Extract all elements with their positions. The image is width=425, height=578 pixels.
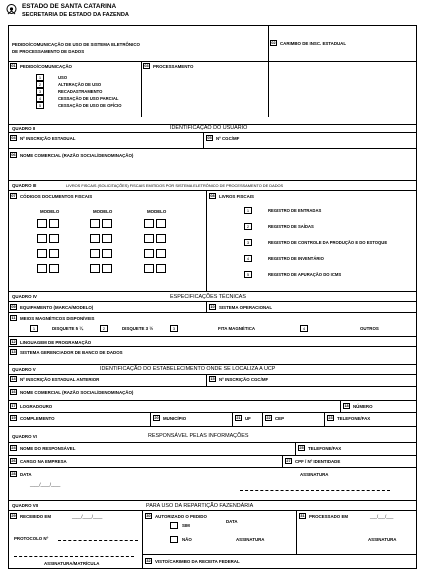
code-cell[interactable]	[90, 219, 100, 228]
field-26-label: CARGO NA EMPRESA	[20, 459, 67, 464]
q4-title: ESPECIFICAÇÕES TÉCNICAS	[170, 294, 246, 300]
code-cell[interactable]	[37, 219, 47, 228]
code-cell[interactable]	[102, 249, 112, 258]
q6-title: RESPONSÁVEL PELAS INFORMAÇÕES	[148, 433, 249, 439]
code-cell[interactable]	[156, 264, 166, 273]
option-4-box[interactable]: 4	[36, 95, 44, 102]
field-16-label: NOME COMERCIAL (RAZÃO SOCIAL/DENOMINAÇÃO)	[20, 390, 134, 395]
field-03-label: PROCESSAMENTO	[153, 64, 194, 69]
field-18-label: NÚMERO	[353, 404, 373, 409]
field-24-label: NOME DO RESPONSÁVEL	[20, 446, 76, 451]
book-2-box[interactable]: 2	[244, 223, 252, 230]
field-32-label: VISTO/CARIMBO DA RECEITA FEDERAL	[155, 559, 240, 564]
option-3-box[interactable]: 3	[36, 88, 44, 95]
option-2-label: ALTERAÇÃO DE USO	[58, 82, 102, 87]
code-cell[interactable]	[37, 234, 47, 243]
media-1-box[interactable]: 1	[30, 325, 38, 332]
field-23-label: TELEFONE/FAX	[337, 416, 371, 421]
coat-of-arms-icon	[6, 3, 17, 16]
q5-label: QUADRO V	[12, 367, 36, 372]
field-06-label: NOME COMERCIAL (RAZÃO SOCIAL/DENOMINAÇÃO)	[20, 153, 134, 158]
header-secretariat: SECRETARIA DE ESTADO DA FAZENDA	[22, 12, 129, 18]
code-cell[interactable]	[144, 234, 154, 243]
code-cell[interactable]	[90, 264, 100, 273]
processed-signature-label: ASSINATURA	[368, 537, 397, 542]
date-mask[interactable]: ____/____/____	[30, 482, 61, 487]
field-02-label: CARIMBO DE INSC. ESTADUAL	[280, 41, 347, 46]
field-12-label: LINGUAGEM DE PROGRAMAÇÃO	[20, 340, 92, 345]
code-cell[interactable]	[156, 234, 166, 243]
field-04-label: Nº INSCRIÇÃO ESTADUAL	[20, 136, 76, 141]
field-17-label: LOGRADOURO	[20, 404, 53, 409]
q4-label: QUADRO IV	[12, 294, 37, 299]
state-coat-of-arms	[6, 3, 17, 16]
book-1-box[interactable]: 1	[244, 207, 252, 214]
field-14-label: Nº INSCRIÇÃO ESTADUAL ANTERIOR	[20, 377, 100, 382]
field-13-label: SISTEMA GERENCIADOR DE BANCO DE DADOS	[20, 350, 123, 355]
field-22-label: CEP	[275, 416, 285, 421]
authorized-yes-label: SIM	[182, 523, 190, 528]
field-25-label: TELEFONE/FAX	[308, 446, 342, 451]
media-3-box[interactable]: 3	[170, 325, 178, 332]
field-19-label: COMPLEMENTO	[20, 416, 55, 421]
field-31-label: PROCESSADO EM	[309, 514, 349, 519]
book-2-label: REGISTRO DE SAÍDAS	[268, 224, 314, 229]
processed-date-mask: ___/___/___	[370, 514, 394, 519]
authorized-yes-box[interactable]	[170, 522, 178, 529]
q7-title: PARA USO DA REPARTIÇÃO FAZENDÁRIA	[146, 503, 254, 509]
option-5-label: CESSAÇÃO DE USO DE OFÍCIO	[58, 103, 122, 108]
code-cell[interactable]	[49, 249, 59, 258]
header-state: ESTADO DE SANTA CATARINA	[22, 3, 117, 10]
matricula-label: ASSINATURA/MATRÍCULA	[44, 561, 100, 566]
field-05-label: Nº CGC/MF	[216, 136, 240, 141]
field-27-label: CPF / Nº IDENTIDADE	[295, 459, 341, 464]
authorized-no-label: NÃO	[182, 537, 192, 542]
book-4-box[interactable]: 4	[244, 255, 252, 262]
option-4-label: CESSAÇÃO DE USO PARCIAL	[58, 96, 119, 101]
code-cell[interactable]	[102, 264, 112, 273]
option-1-label: USO	[58, 75, 68, 80]
book-1-label: REGISTRO DE ENTRADAS	[268, 208, 322, 213]
book-5-box[interactable]: 5	[244, 271, 252, 278]
code-cell[interactable]	[102, 219, 112, 228]
form-title-line-2: DE PROCESSAMENTO DE DADOS	[12, 49, 85, 54]
received-date-mask: ____/____/____	[72, 514, 103, 519]
field-11-label: MEIOS MAGNÉTICOS DISPONÍVEIS	[20, 316, 95, 321]
field-30-label: AUTORIZADO O PEDIDO	[155, 514, 207, 519]
field-02-stamp-area[interactable]	[270, 48, 415, 60]
field-29-label: RECEBIDO EM	[20, 514, 51, 519]
code-cell[interactable]	[49, 234, 59, 243]
q2-title: IDENTIFICAÇÃO DO USUÁRIO	[170, 125, 248, 131]
field-10-label: SISTEMA OPERACIONAL	[219, 305, 273, 310]
field-15-label: Nº INSCRIÇÃO CGC/MF	[219, 377, 269, 382]
field-28-label: DATA	[20, 472, 32, 477]
code-cell[interactable]	[144, 249, 154, 258]
signature-label: ASSINATURA	[300, 472, 329, 477]
q6-label: QUADRO VI	[12, 434, 37, 439]
field-20-label: MUNICÍPIO	[163, 416, 187, 421]
option-3-label: RECADASTRAMENTO	[58, 89, 103, 94]
field-09-label: EQUIPAMENTO (MARCA/MODELO)	[20, 305, 94, 310]
option-1-box[interactable]: 1	[36, 74, 44, 81]
field-08-label: LIVROS FISCAIS	[219, 194, 254, 199]
book-5-label: REGISTRO DE APURAÇÃO DO ICMS	[268, 272, 342, 277]
authorized-no-box[interactable]	[170, 536, 178, 543]
code-cell[interactable]	[37, 249, 47, 258]
q2-label: QUADRO II	[12, 126, 36, 131]
q5-title: IDENTIFICAÇÃO DO ESTABELECIMENTO ONDE SE LOCALIZA A UCP	[100, 366, 276, 372]
book-3-box[interactable]: 3	[244, 239, 252, 246]
field-07-label: CÓDIGOS DOCUMENTOS FISCAIS	[20, 194, 93, 199]
form-title-line-1: PEDIDO/COMUNICAÇÃO DE USO DE SISTEMA ELETRÔNICO	[12, 42, 140, 47]
field-21-label: UF	[245, 416, 251, 421]
q7-label: QUADRO VII	[12, 503, 39, 508]
protocol-label: PROTOCOLO Nº	[14, 536, 49, 541]
code-cell[interactable]	[37, 264, 47, 273]
option-5-box[interactable]: 5	[36, 102, 44, 109]
book-4-label: REGISTRO DE INVENTÁRIO	[268, 256, 324, 261]
book-3-label: REGISTRO DE CONTROLE DA PRODUÇÃO E DO ESTOQUE	[268, 240, 388, 245]
media-1-label: DISQUETE 5 ¼	[52, 326, 83, 331]
authorized-signature-label: ASSINATURA	[236, 537, 265, 542]
authorized-date-label: DATA	[226, 519, 238, 524]
code-cell[interactable]	[144, 219, 154, 228]
code-cell[interactable]	[49, 264, 59, 273]
media-2-label: DISQUETE 3 ½	[122, 326, 153, 331]
code-cell[interactable]	[144, 264, 154, 273]
col-head-1: MODELO	[40, 209, 60, 214]
code-cell[interactable]	[156, 219, 166, 228]
code-cell[interactable]	[49, 219, 59, 228]
q3-label: QUADRO III	[12, 183, 37, 188]
q3-title: LIVROS FISCAIS (SOLICITAÇÕES) FISCAIS EMITIDOS POR SISTEMA ELETRÔNICO DE PROCESSAMENTO DE DADOS	[66, 183, 284, 188]
option-2-box[interactable]: 2	[36, 81, 44, 88]
media-2-box[interactable]: 2	[100, 325, 108, 332]
code-cell[interactable]	[90, 234, 100, 243]
code-cell[interactable]	[102, 234, 112, 243]
field-01-label: PEDIDO/COMUNICAÇÃO	[20, 64, 72, 69]
media-3-label: FITA MAGNÉTICA	[218, 326, 256, 331]
col-head-2: MODELO	[93, 209, 113, 214]
media-4-label: OUTROS	[360, 326, 379, 331]
code-cell[interactable]	[156, 249, 166, 258]
media-4-box[interactable]: 4	[300, 325, 308, 332]
code-cell[interactable]	[90, 249, 100, 258]
col-head-3: MODELO	[147, 209, 167, 214]
